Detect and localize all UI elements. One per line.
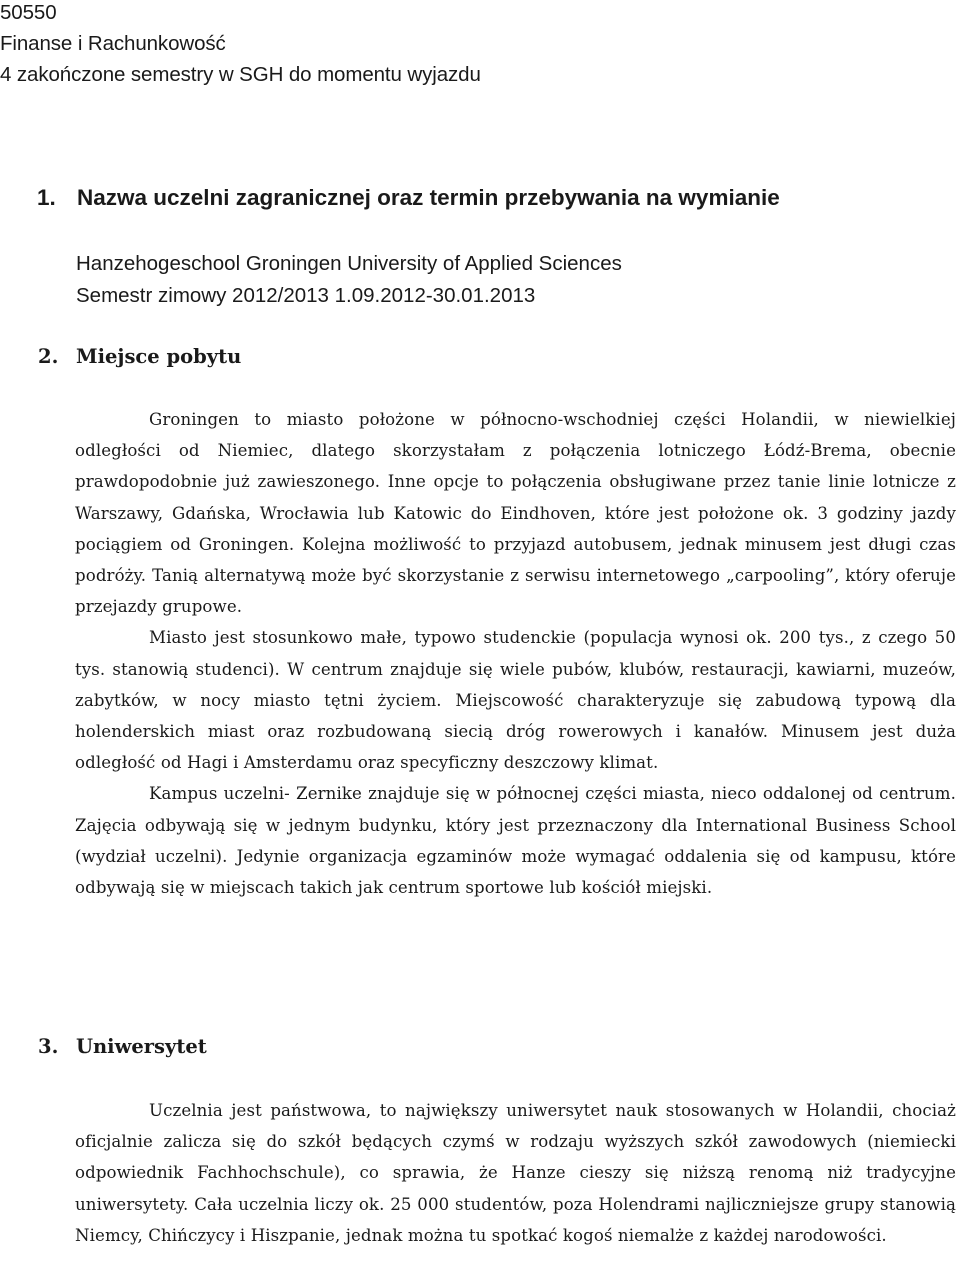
section-2-number: 2.	[38, 345, 59, 368]
university-name: Hanzehogeschool Groningen University of Applied Sciences	[76, 252, 622, 275]
section-2-title: Miejsce pobytu	[76, 345, 242, 368]
section-3-title: Uniwersytet	[76, 1035, 207, 1058]
student-id: 50550	[0, 1, 57, 24]
section-1-number: 1.	[37, 185, 56, 210]
document-header	[0, 0, 481, 90]
paragraph-city: Miasto jest stosunkowo małe, typowo studenckie (populacja wynosi ok. 200 tys., z czego 50 tys. stanowią studenci). W centrum znajduje się wiele pubów, klubów, restauracji, kawiarni, muzeów, zabytków, w nocy miasto tętni życiem. Miejscowość charakteryzuje się zabudową typową dla holenderskich miast oraz rozbudowaną siecią dróg rowerowych i kanałów. Minusem jest duża odległość od Hagi i Amsterdamu oraz specyficzny deszczowy klimat.	[75, 628, 956, 773]
paragraph-campus: Kampus uczelni- Zernike znajduje się w północnej części miasta, nieco oddalonej od centrum. Zajęcia odbywają się w jednym budynku, który jest przeznaczony dla International Business School (wydział uczelni). Jedynie organizacja egzaminów może wymagać oddalenia się od kampusu, które odbywają się w miejscach takich jak centrum sportowe lub kościół miejski.	[75, 784, 956, 898]
field-of-study: Finanse i Rachunkowość	[0, 32, 226, 55]
section-3-body	[75, 1095, 956, 1251]
exchange-term: Semestr zimowy 2012/2013 1.09.2012-30.01.2013	[76, 284, 536, 307]
paragraph-university: Uczelnia jest państwowa, to największy uniwersytet nauk stosowanych w Holandii, chociaż oficjalnie zalicza się do szkół będących czymś w rodzaju wyższych szkół zawodowych (niemiecki odpowiednik Fachhochschule), co sprawia, że Hanze cieszy się niższą renomą niż tradycyjne uniwersytety. Cała uczelnia liczy ok. 25 000 studentów, poza Holendrami najliczniejsze grupy stanowią Niemcy, Chińczycy i Hiszpanie, jednak można tu spotkać kogoś niemalże z każdej narodowości.	[75, 1101, 956, 1245]
section-3-number: 3.	[38, 1035, 59, 1058]
semesters-completed: 4 zakończone semestry w SGH do momentu wyjazdu	[0, 63, 481, 86]
paragraph-location: Groningen to miasto położone w północno-wschodniej części Holandii, w niewielkiej odległości od Niemiec, dlatego skorzystałam z połączenia lotniczego Łódź-Brema, obecnie prawdopodobnie już zawieszonego. Inne opcje to połączenia obsługiwane przez tanie linie lotnicze z Warszawy, Gdańska, Wrocławia lub Katowic do Eindhoven, które jest położone ok. 3 godziny jazdy pociągiem od Groningen. Kolejna możliwość to przyjazd autobusem, jednak minusem jest długi czas podróży. Tanią alternatywą może być skorzystanie z serwisu internetowego „carpooling”, który oferuje przejazdy grupowe.	[75, 410, 956, 617]
section-1-title: Nazwa uczelni zagranicznej oraz termin przebywania na wymianie	[77, 185, 780, 210]
section-2-body	[75, 404, 956, 903]
